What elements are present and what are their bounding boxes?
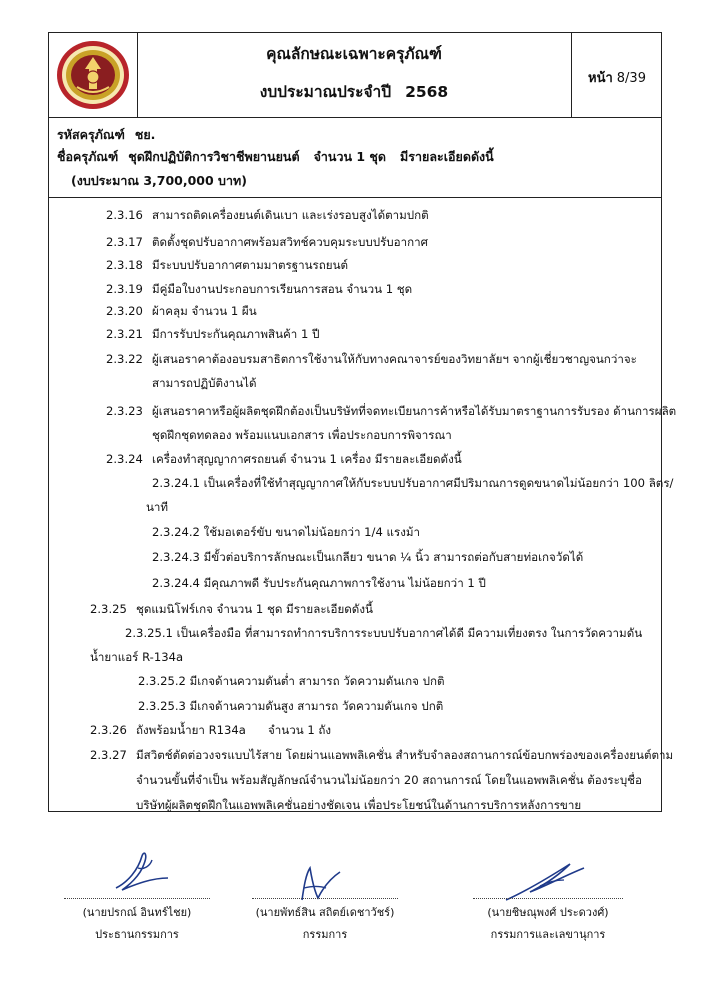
list-item: 2.3.27 มีสวิตช์ตัดต่อวงจรแบบไร้สาย โดยผ่านแอพพลิเคชั่น สำหรับจำลองสถานการณ์ข้อบกพร่องของเครื่องยนต์ตาม: [90, 748, 674, 762]
equipment-name: ชุดฝึกปฏิบัติการวิชาชีพยานยนต์: [128, 149, 300, 164]
title-cell: [137, 33, 572, 117]
vocational-education-logo-icon: [55, 39, 131, 111]
equipment-code-line: [57, 125, 155, 145]
signer-role: กรรมการ: [302, 928, 348, 941]
equipment-detail-note: มีรายละเอียดดังนี้: [400, 149, 494, 164]
list-item: 2.3.25 ชุดแมนิโฟร์เกจ จำนวน 1 ชุด มีรายละเอียดดังนี้: [90, 602, 373, 616]
sub-list-item: 2.3.25.2 มีเกจด้านความดันต่ำ สามารถ วัดความดันเกจ ปกติ: [138, 674, 445, 688]
signature-block-secretary: [470, 898, 626, 943]
list-item: 2.3.22 ผู้เสนอราคาต้องอบรมสาธิตการใช้งานให้กับทางคณาจารย์ของวิทยาลัยฯ จากผู้เชี่ยวชาญจนกว่าจะ: [106, 352, 637, 366]
logo-cell: [49, 33, 138, 117]
signature-line: [252, 898, 398, 899]
list-item: 2.3.19 มีคู่มือใบงานประกอบการเรียนการสอน จำนวน 1 ชุด: [106, 282, 413, 296]
equipment-code: ชย.: [134, 127, 156, 142]
list-item-continuation: นาที: [146, 500, 169, 514]
budget-year: 2568: [405, 83, 449, 101]
list-item-continuation: น้ำยาแอร์ R-134a: [90, 650, 184, 664]
list-item: 2.3.23 ผู้เสนอราคาหรือผู้ผลิตชุดฝึกต้องเป็นบริษัทที่จดทะเบียนการค้าหรือได้รับมาตราฐานการรับรอง ด้านการผลิต: [106, 404, 677, 418]
list-item-continuation: บริษัทผู้ผลิตชุดฝึกในแอพพลิเคชั่นอย่างชัดเจน เพื่อประโยชน์ในด้านการบริการหลังการขาย: [136, 798, 582, 812]
signature-line: [64, 898, 210, 899]
sub-list-item: 2.3.25.3 มีเกจด้านความดันสูง สามารถ วัดความดันเกจ ปกติ: [138, 699, 444, 713]
list-item: 2.3.17 ติดตั้งชุดปรับอากาศพร้อมสวิทช์ควบคุมระบบปรับอากาศ: [106, 235, 429, 249]
page-cell: [571, 33, 663, 117]
document-header: [49, 33, 661, 118]
signature-line: [473, 898, 623, 899]
sub-list-item: 2.3.24.2 ใช้มอเตอร์ขับ ขนาดไม่น้อยกว่า 1/4 แรงม้า: [152, 525, 421, 539]
page-label: หน้า: [588, 71, 613, 86]
budget-year-label: งบประมาณประจำปี: [259, 83, 392, 101]
sub-list-item: 2.3.24.3 มีขั้วต่อบริการลักษณะเป็นเกลียว ขนาด ¼ นิ้ว สามารถต่อกับสายท่อเกจวัดได้: [152, 550, 584, 564]
list-item: 2.3.16 สามารถติดเครื่องยนต์เดินเบา และเร่งรอบสูงได้ตามปกติ: [106, 208, 429, 222]
list-item-continuation: จำนวนขั้นที่จำเป็น พร้อมสัญลักษณ์จำนวนไม่น้อยกว่า 20 สถานการณ์ โดยในแอพพลิเคชั่น ต้องระบุชื่อ: [136, 773, 643, 787]
list-item-continuation: สามารถปฏิบัติงานได้: [152, 376, 257, 390]
equipment-info: [49, 117, 661, 198]
signer-role: กรรมการและเลขานุการ: [490, 928, 606, 941]
equipment-name-line: [57, 147, 494, 167]
equipment-budget: (งบประมาณ 3,700,000 บาท): [71, 173, 247, 188]
list-item: 2.3.18 มีระบบปรับอากาศตามมาตรฐานรถยนต์: [106, 258, 349, 272]
sub-list-item: 2.3.24.4 มีคุณภาพดี รับประกันคุณภาพการใช้งาน ไม่น้อยกว่า 1 ปี: [152, 576, 486, 590]
signer-name: (นายปรกณ์ อินทร์ไชย): [82, 906, 192, 919]
signature-block-chairman: [62, 898, 212, 943]
signer-name: (นายพัทธ์สิน สถิตย์เดชาวัชร์): [255, 906, 395, 919]
page-value: 8/39: [616, 71, 646, 86]
equipment-name-label: ชื่อครุภัณฑ์: [57, 149, 119, 164]
document-subtitle: [137, 79, 571, 104]
list-item: 2.3.26 ถังพร้อมน้ำยา R134a จำนวน 1 ถัง: [90, 723, 332, 737]
sub-list-item: 2.3.24.1 เป็นเครื่องที่ใช้ทำสุญญากาศให้กับระบบปรับอากาศมีปริมาณการดูดขนาดไม่น้อยกว่า 100 ลิตร/: [152, 476, 674, 490]
signature-block-member: [250, 898, 400, 943]
document-frame: [48, 32, 662, 812]
equipment-code-label: รหัสครุภัณฑ์: [57, 127, 125, 142]
document-title: คุณลักษณะเฉพาะครุภัณฑ์: [266, 45, 442, 63]
signer-role: ประธานกรรมการ: [95, 928, 179, 941]
equipment-quantity: จำนวน 1 ชุด: [313, 149, 387, 164]
list-item: 2.3.20 ผ้าคลุม จำนวน 1 ผืน: [106, 304, 257, 318]
sub-list-item: 2.3.25.1 เป็นเครื่องมือ ที่สามารถทำการบริการระบบปรับอากาศได้ดี มีความเที่ยงตรง ในการวัดความดัน: [125, 626, 643, 640]
page-number: [571, 67, 663, 88]
list-item: 2.3.24 เครื่องทำสุญญากาศรถยนต์ จำนวน 1 เครื่อง มีรายละเอียดดังนี้: [106, 452, 462, 466]
list-item-continuation: ชุดฝึกชุดทดลอง พร้อมแนบเอกสาร เพื่อประกอบการพิจารณา: [152, 428, 452, 442]
list-item: 2.3.21 มีการรับประกันคุณภาพสินค้า 1 ปี: [106, 327, 320, 341]
signature-chairman-icon: [108, 848, 178, 898]
signer-name: (นายชิษณุพงศ์ ประดวงศ์): [487, 906, 609, 919]
